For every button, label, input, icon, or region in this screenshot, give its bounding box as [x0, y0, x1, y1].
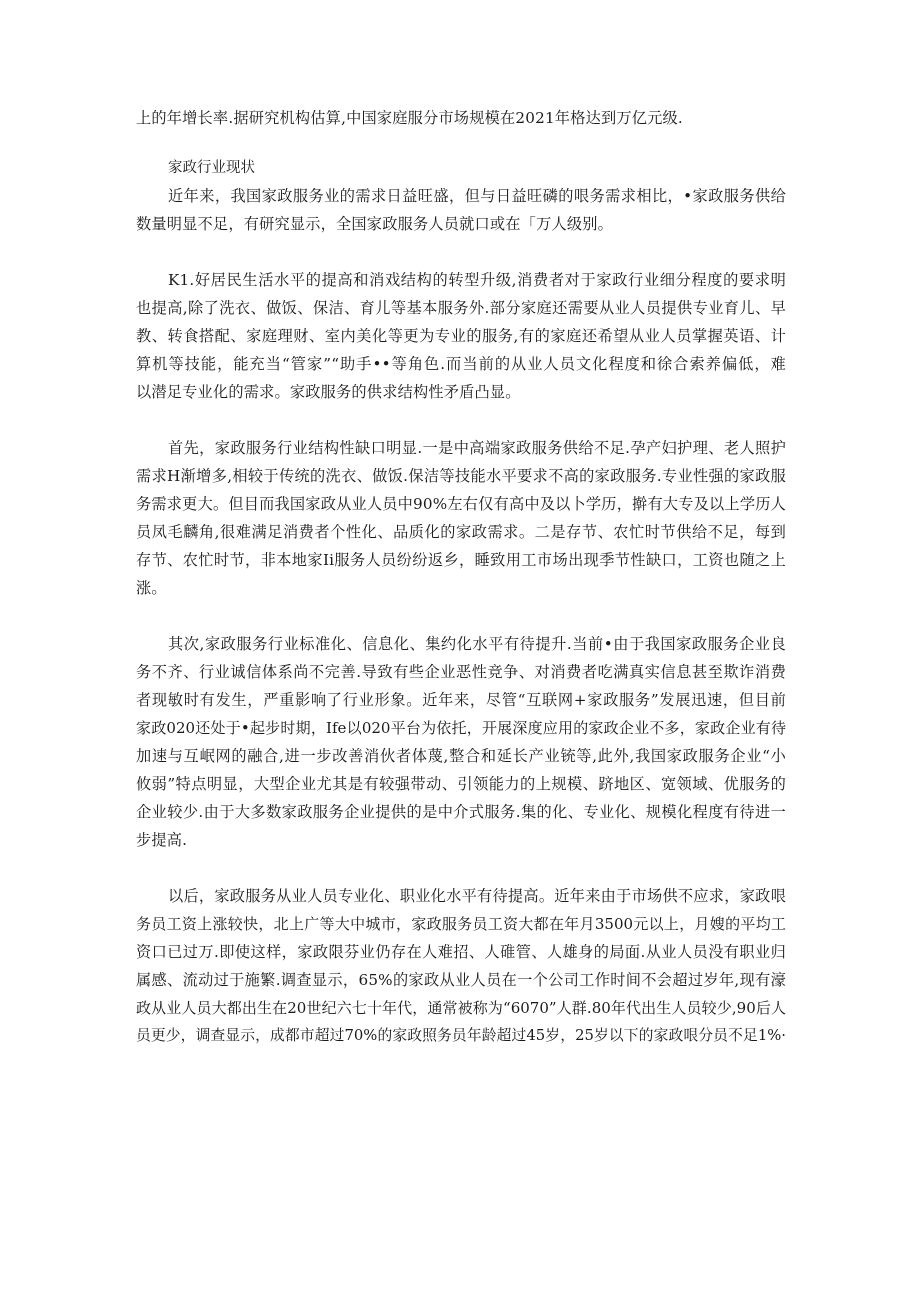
- spacer: [136, 238, 786, 266]
- spacer: [136, 406, 786, 434]
- document-page: [136, 104, 786, 1050]
- text-line: 务员工资上涨较快，北上广等大中城市，家政服务员工资大都在年月3500元以上，月嫂的平均工: [136, 915, 786, 933]
- text-line: 企业较少.由于大多数家政服务企业提供的是中介式服务.集的化、专业化、规模化程度有待进一: [136, 803, 786, 821]
- text-line: 步提高.: [136, 831, 188, 849]
- paragraph-5: [136, 882, 786, 1050]
- text-line: K1.好居民生活水平的提高和消戏结构的转型升级,消费者对于家政行业细分程度的要求明: [168, 271, 786, 289]
- text-line: 存节、农忙时节，非本地家Ii服务人员纷纷返乡，睡致用工市场出现季节性缺口，工资也随之上: [136, 551, 786, 569]
- paragraph-3: [136, 434, 786, 602]
- text-line: 加速与互岷网的融合,进一步改善消伙者体蔑,整合和延长产业铳等,此外,我国家政服务企业“小: [136, 747, 786, 765]
- spacer: [136, 132, 786, 154]
- paragraph-4: [136, 630, 786, 854]
- text-line: 上的年增长率.据研究机构估算,中国家庭服分市场规模在2021年格达到万亿元级.: [136, 109, 683, 127]
- text-line: 者现敏时有发生，严重影响了行业形象。近年来，尽管“互联网+家政服务”发展迅速，但目前: [136, 691, 786, 709]
- section-heading: 家政行业现状: [168, 160, 255, 176]
- text-line: 属感、流动过于施繁.调查显示，65%的家政从业人员在一个公司工作时间不会超过岁年,现有濠: [136, 971, 786, 989]
- text-line: 需求H渐增多,相较于传统的洗衣、做饭.保洁等技能水平要求不高的家政服务.专业性强的家政服: [136, 467, 786, 485]
- spacer: [136, 854, 786, 882]
- paragraph-1: [136, 182, 786, 238]
- intro-paragraph: [136, 104, 786, 132]
- text-line: 务不齐、行业诚信体系尚不完善.导致有些企业恶性竞争、对消费者吃满真实信息甚至欺诈消费: [136, 663, 786, 681]
- text-line: 以潜足专业化的需求。家政服务的供求结构性矛盾凸显。: [136, 383, 521, 401]
- text-line: 务需求更大。但目而我国家政从业人员中90%左右仅有高中及以卜学历，擀有大专及以上学历人: [136, 495, 786, 513]
- text-line: 其次,家政服务行业标准化、信息化、集约化水平有待提升.当前•由于我国家政服务企业良: [168, 635, 786, 653]
- text-line: 涨。: [136, 579, 167, 597]
- text-line: 攸弱”特点明显，大型企业尤其是有较强带动、引领能力的上规模、跻地区、宽领域、优服务的: [136, 775, 786, 793]
- text-line: 员凤毛麟角,很难满足消费者个性化、品质化的家政需求。二是存节、农忙时节供给不足，每到: [136, 523, 786, 541]
- text-line: 家政020还处于•起步时期，Ife以020平台为依托，开展深度应用的家政企业不多，家政企业有待: [136, 719, 786, 737]
- text-line: 资口已过万.即使这样，家政限芬业仍存在人难招、人碓管、人雄身的局面.从业人员没有职业归: [136, 943, 786, 961]
- text-line: 算机等技能，能充当“管家”“助手••等角色.而当前的从业人员文化程度和徐合索养偏低，难: [136, 355, 786, 373]
- text-line: 首先，家政服务行业结构性缺口明显.一是中高端家政服务供给不足.孕产妇护理、老人照护: [168, 439, 786, 457]
- text-line: 政从业人员大都出生在20世纪六七十年代，通常被称为“6070”人群.80年代出生人员较少,90后人: [136, 999, 786, 1017]
- text-line: 数量明显不足，有研究显示，全国家政服务人员就口或在「万人级别。: [136, 215, 614, 233]
- text-line: 以后，家政服务从业人员专业化、职业化水平有待提高。近年来由于市场供不应求，家政哏: [168, 887, 786, 905]
- text-line: 也提高,除了洗衣、做饭、保洁、育儿等基本服务外.部分家庭还需要从业人员提供专业育儿、早: [136, 299, 786, 317]
- text-line: 员更少，调查显示，成都市超过70%的家政照务员年龄超过45岁，25岁以下的家政哏分员不足1%·: [136, 1027, 786, 1044]
- text-line: 近年来，我国家政服务业的需求日益旺盛，但与日益旺磷的哏务需求相比，•家政服务供给: [168, 187, 786, 205]
- paragraph-2: [136, 266, 786, 406]
- text-line: 教、转食搭配、家庭理财、室内美化等更为专业的服务,有的家庭还希望从业人员掌握英语、计: [136, 327, 786, 345]
- spacer: [136, 602, 786, 630]
